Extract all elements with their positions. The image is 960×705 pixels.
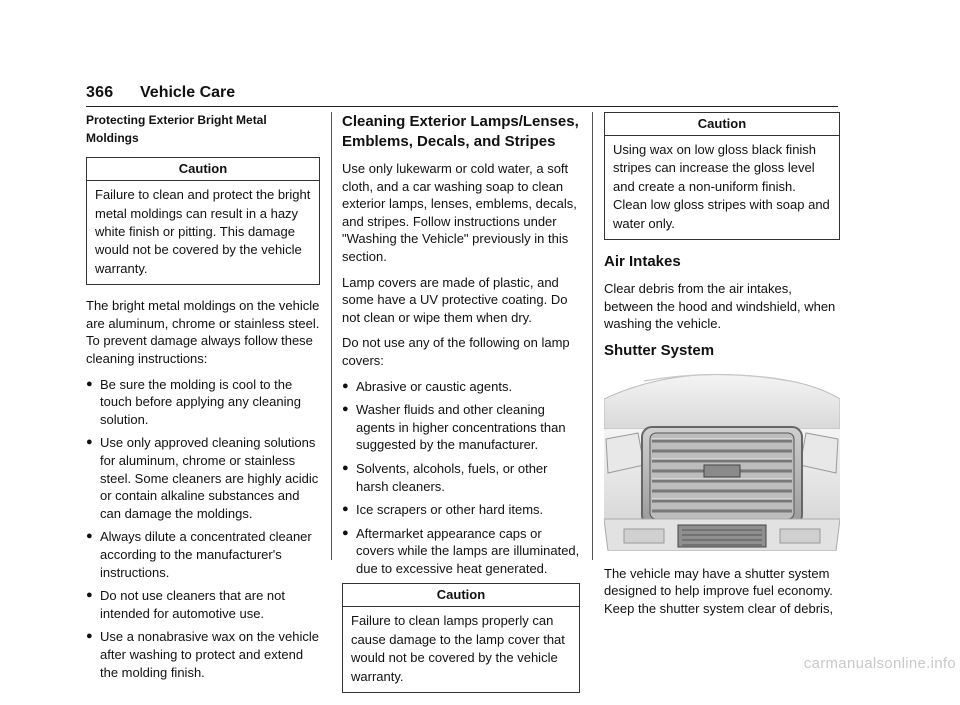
column-1 (86, 112, 320, 687)
caution-body: Failure to clean and protect the bright metal moldings can result in a hazy white finish or pitting. This damage would not be covered by the vehicle warranty. (95, 187, 311, 276)
shutter-system-illustration (604, 369, 840, 551)
bullet-list-lamp-covers (342, 378, 580, 578)
column-divider (592, 112, 593, 560)
bullet-icon: ● (86, 530, 93, 543)
paragraph: Do not use any of the following on lamp covers: (342, 335, 570, 368)
page-header (86, 80, 838, 107)
page-number: 366 (86, 84, 114, 101)
list-item-text: Use only approved cleaning solutions for aluminum, chrome or stainless steel. Some cleaners are highly acidic or contain alkaline substances and can damage the moldings. (100, 435, 319, 521)
list-item-text: Be sure the molding is cool to the touch before applying any cleaning solution. (100, 376, 301, 427)
column-2 (342, 112, 580, 705)
column-divider (331, 112, 332, 560)
list-item-text: Aftermarket appearance caps or covers while the lamps are illuminated, due to excessive heat generated. (356, 525, 580, 576)
column-3 (604, 112, 840, 626)
list-item-text: Solvents, alcohols, fuels, or other harsh cleaners. (356, 460, 548, 494)
list-item-text: Abrasive or caustic agents. (356, 378, 513, 394)
caution-body: Failure to clean lamps properly can cause damage to the lamp cover that would not be covered by the vehicle warranty. (351, 613, 565, 684)
section-title: Vehicle Care (140, 84, 236, 101)
list-item (342, 401, 580, 454)
bullet-icon: ● (86, 630, 93, 643)
caution-box-stripes (604, 112, 840, 240)
list-item-text: Do not use cleaners that are not intended for automotive use. (100, 588, 286, 621)
list-item (342, 525, 580, 578)
bullet-icon: ● (342, 379, 349, 392)
paragraph: Clear debris from the air intakes, between the hood and windshield, when washing the vehicle. (604, 281, 836, 332)
paragraph: Lamp covers are made of plastic, and some have a UV protective coating. Do not clean or wipe them when dry. (342, 274, 568, 325)
heading-cleaning-lamps: Cleaning Exterior Lamps/Lenses, Emblems, Decals, and Stripes (342, 113, 579, 150)
bullet-icon: ● (342, 403, 349, 416)
bullet-icon: ● (86, 377, 93, 390)
list-item (86, 528, 320, 581)
list-item-text: Ice scrapers or other hard items. (356, 502, 544, 518)
bullet-list-moldings (86, 376, 320, 682)
list-item (86, 434, 320, 522)
paragraph: The vehicle may have a shutter system designed to help improve fuel economy. Keep the shutter system clear of debris, (604, 565, 834, 616)
list-item-text: Washer fluids and other cleaning agents in higher concentrations than suggested by the manufacturer. (356, 402, 566, 453)
bullet-icon: ● (342, 503, 349, 516)
caution-title: Caution (87, 158, 319, 181)
list-item (86, 587, 320, 622)
bullet-icon: ● (86, 436, 93, 449)
list-item (342, 378, 580, 396)
truck-front-drawing (604, 369, 840, 551)
heading-air-intakes: Air Intakes (604, 253, 681, 271)
bullet-icon: ● (342, 461, 349, 474)
caution-box-lamps (342, 583, 580, 693)
bullet-icon: ● (342, 526, 349, 539)
watermark-text: carmanualsonline.info (803, 655, 956, 672)
list-item (86, 628, 320, 681)
caution-box-moldings (86, 157, 320, 285)
paragraph: Use only lukewarm or cold water, a soft cloth, and a car washing soap to clean exterior lamps, lenses, emblems, decals, and stripes. Follow instructions under "Washing the Vehicle" previously in this section. (342, 161, 577, 264)
caution-title: Caution (343, 584, 579, 607)
list-item-text: Use a nonabrasive wax on the vehicle after washing to protect and extend the molding finish. (100, 629, 319, 680)
heading-shutter-system: Shutter System (604, 341, 715, 359)
list-item (342, 460, 580, 495)
caution-body: Using wax on low gloss black finish stripes can increase the gloss level and create a non-uniform finish. Clean low gloss stripes with soap and water only. (613, 142, 830, 231)
list-item (342, 501, 580, 519)
paragraph-intro: The bright metal moldings on the vehicle are aluminum, chrome or stainless steel. To prevent damage always follow these cleaning instructions: (86, 298, 320, 366)
list-item (86, 376, 320, 429)
caution-title: Caution (605, 113, 839, 136)
bullet-icon: ● (86, 589, 93, 602)
subheading-bright-metal: Protecting Exterior Bright Metal Moldings (86, 113, 267, 145)
list-item-text: Always dilute a concentrated cleaner according to the manufacturer's instructions. (100, 529, 312, 580)
